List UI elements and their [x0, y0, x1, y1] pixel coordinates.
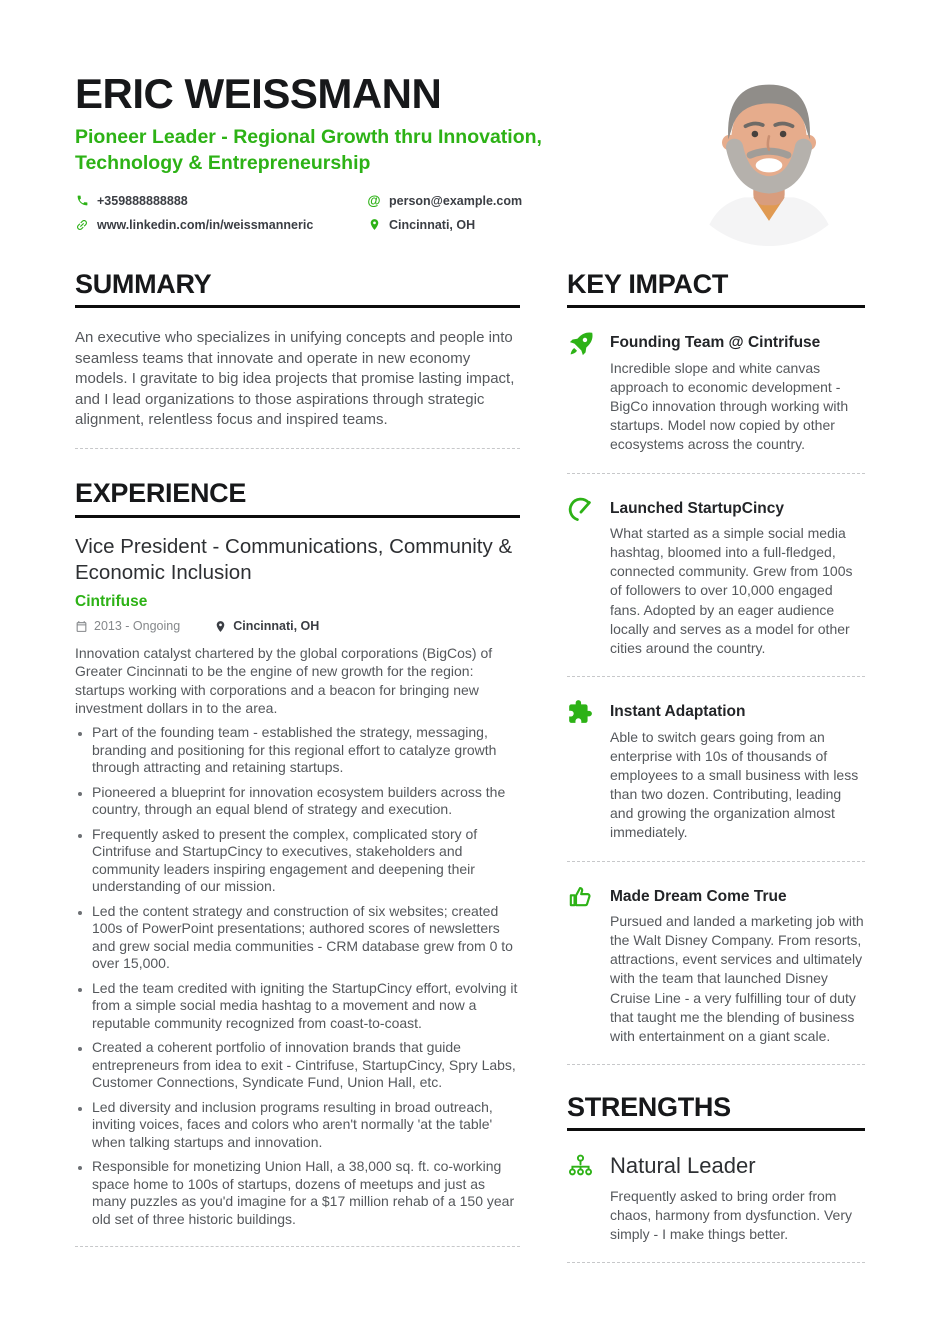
job-bullet: • Pioneered a blueprint for innovation ecosystem builders across the country, through an equal blend of strategy and execution.	[92, 784, 520, 819]
strengths-section	[567, 1093, 865, 1263]
contact-email-value: person@example.com	[389, 193, 523, 208]
job-dates-value: 2013 - Ongoing	[94, 619, 181, 634]
job-bullet: • Frequently asked to present the complex, complicated story of Cintrifuse and StartupCincy to executives, stakeholders and community leaders inspiring engagement and deepening their understanding of our mission.	[92, 826, 520, 896]
job-bullet: • Created a coherent portfolio of innovation brands that guide entrepreneurs from idea to exit - Cintrifuse, StartupCincy, Spry Labs, Customer Connections, Syndicate Fund, Union Hall, etc.	[92, 1039, 520, 1092]
content-columns	[75, 270, 865, 1263]
location-pin-icon	[214, 620, 227, 633]
contact-phone[interactable]	[75, 194, 367, 208]
key-impact-item	[567, 699, 865, 842]
strengths-heading: STRENGTHS	[567, 1093, 865, 1131]
summary-heading: SUMMARY	[75, 270, 520, 308]
contact-location-value: Cincinnati, OH	[389, 217, 476, 232]
key-impact-section	[567, 270, 865, 1065]
key-impact-item	[567, 496, 865, 659]
impact-item-text: Able to switch gears going from an enterprise with 10s of thousands of employees to a small business with less than two dozen. Contributing, leading and growing the organization almost immediately.	[610, 728, 859, 841]
experience-section	[75, 479, 520, 1247]
impact-item-title: Launched StartupCincy	[610, 499, 784, 517]
job-bullet: • Led the team credited with igniting the StartupCincy effort, evolving it from a simple social media hashtag to a movement and now a reputable community recognized from coast-to-coast.	[92, 980, 520, 1033]
link-icon	[75, 218, 89, 232]
section-divider	[75, 1246, 520, 1247]
profile-photo-illustration	[675, 58, 863, 246]
job-location	[214, 619, 319, 633]
resume-header	[75, 58, 865, 246]
contact-list	[75, 194, 580, 232]
strength-item-body	[610, 1153, 865, 1244]
location-pin-icon	[367, 218, 381, 232]
contact-location	[367, 218, 580, 232]
impact-item-title: Made Dream Come True	[610, 887, 787, 905]
impact-item-body	[610, 699, 865, 842]
impact-item-title: Founding Team @ Cintrifuse	[610, 334, 821, 352]
strength-item	[567, 1153, 865, 1244]
thumbs-up-icon	[567, 884, 597, 914]
key-impact-heading: KEY IMPACT	[567, 270, 865, 308]
contact-linkedin-value: www.linkedin.com/in/weissmanneric	[97, 217, 314, 232]
section-divider	[567, 1064, 865, 1065]
impact-item-text: Incredible slope and white canvas approach to economic development - BigCo innovation through working with startups. Model now copied by other ecosystems across the country.	[610, 359, 849, 453]
job-entry	[75, 534, 520, 1248]
job-dates	[75, 619, 180, 633]
header-identity	[75, 58, 580, 232]
strength-title: Natural Leader	[610, 1153, 756, 1179]
right-column	[567, 270, 865, 1263]
job-bullet: • Led diversity and inclusion programs resulting in broad outreach, inviting voices, faces and colors who aren't normally 'at the table' when talking startups and innovation.	[92, 1099, 520, 1152]
job-bullet: • Led the content strategy and construction of six websites; created 100s of PowerPoint presentations; authored scores of newsletters and grew social media communities - CRM database grew from 0 to over 15,000.	[92, 903, 520, 973]
job-company: Cintrifuse	[75, 593, 148, 611]
key-impact-item	[567, 330, 865, 454]
calendar-icon	[75, 620, 88, 633]
job-title: Vice President - Communications, Community & Economic Inclusion	[75, 534, 513, 584]
job-bullet-list	[75, 724, 520, 1228]
left-column	[75, 270, 520, 1263]
summary-text: An executive who specializes in unifying concepts and people into seamless teams that innovate and operate in new economy models. I gravitate to big idea projects that promise lasting impact, and I lead organizations to those aspirations through strategic alignment, relentless focus and inspired teams.	[75, 329, 515, 428]
section-divider	[567, 676, 865, 677]
gauge-icon	[567, 496, 597, 526]
job-bullet: • Responsible for monetizing Union Hall, a 38,000 sq. ft. co-working space home to 100s of startups, dozens of meetups and just as many puzzles as you'd imagine for a $17 million rehab of a 150 year old set of three historic buildings.	[92, 1158, 520, 1228]
contact-email[interactable]	[367, 194, 580, 208]
experience-heading: EXPERIENCE	[75, 479, 520, 517]
section-divider	[567, 1262, 865, 1263]
email-at-icon	[367, 194, 381, 208]
impact-item-text: What started as a simple social media hashtag, bloomed into a full-fledged, connected community. Grew from 100s of followers to over 10,000 engaged fans. Adopted by an eager audience locally and serves as a model for other cities around the country.	[610, 524, 853, 656]
impact-item-body	[610, 496, 865, 659]
impact-item-title: Instant Adaptation	[610, 703, 746, 721]
impact-item-text: Pursued and landed a marketing job with the Walt Disney Company. From resorts, attractions, event services and ultimately with the team that launched Disney Cruise Line - a very fulfilling tour of duty that taught me the blending of business with entertainment on a giant scale.	[610, 912, 864, 1044]
contact-linkedin[interactable]	[75, 218, 367, 232]
section-divider	[75, 448, 520, 449]
job-description: Innovation catalyst chartered by the global corporations (BigCos) of Greater Cincinnati to be the engine of new growth for the region: startups working with corporations and a beacon for bringing new investment dollars in to the area.	[75, 645, 493, 717]
key-impact-item	[567, 884, 865, 1047]
section-divider	[567, 861, 865, 862]
person-headline: Pioneer Leader - Regional Growth thru Innovation, Technology & Entrepreneurship	[75, 126, 542, 175]
puzzle-icon	[567, 699, 597, 729]
profile-photo	[675, 58, 863, 246]
section-divider	[567, 473, 865, 474]
phone-icon	[75, 194, 89, 208]
rocket-icon	[567, 330, 597, 360]
impact-item-body	[610, 330, 865, 454]
summary-section	[75, 270, 520, 449]
contact-phone-value: +359888888888	[97, 193, 188, 208]
job-meta	[75, 619, 520, 633]
org-chart-icon	[567, 1153, 597, 1183]
job-location-value: Cincinnati, OH	[233, 619, 320, 634]
person-name: ERIC WEISSMANN	[75, 70, 442, 117]
impact-item-body	[610, 884, 865, 1047]
job-bullet: • Part of the founding team - established the strategy, messaging, branding and positioning for this regional effort to catalyze growth through attracting and retaining startups.	[92, 724, 520, 777]
strength-text: Frequently asked to bring order from chaos, harmony from dysfunction. Very simply - I make things better.	[610, 1187, 852, 1243]
